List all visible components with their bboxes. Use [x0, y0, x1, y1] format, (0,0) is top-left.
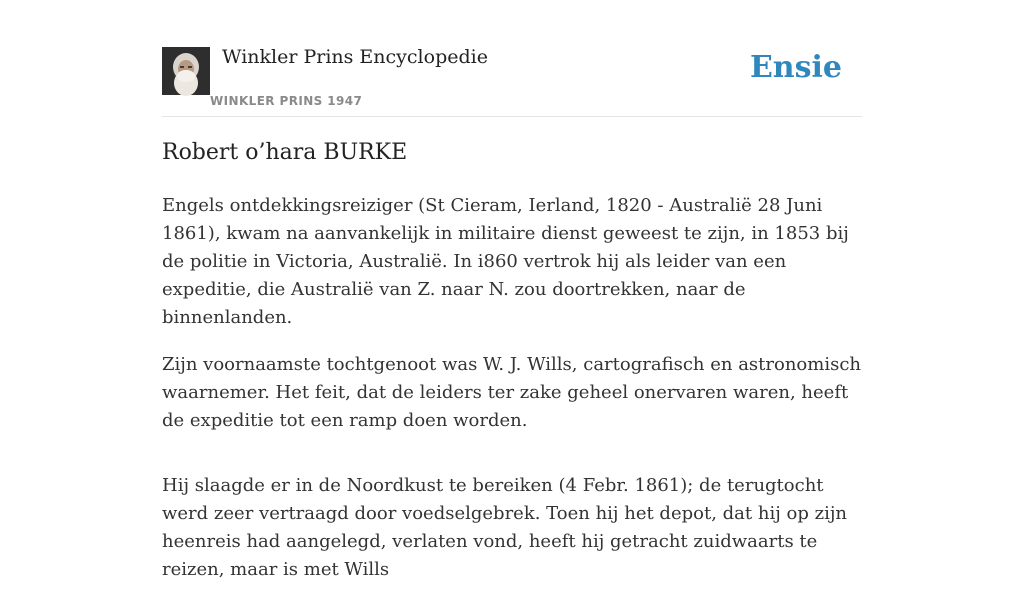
author-avatar[interactable]: [162, 47, 210, 95]
brand-logo[interactable]: Ensie: [749, 50, 842, 85]
portrait-icon: [162, 47, 210, 95]
article-title: Robert o’hara BURKE: [162, 140, 408, 165]
paragraph: Hij slaagde er in de Noordkust te bereiken (4 Febr. 1861); de terugtocht werd zeer vertraagd door voedselgebrek. Toen hij het depot, dat hij op zijn heenreis had aangelegd, verlaten vond, heeft hij getracht zuidwaarts te reizen, maar is met Wills: [162, 475, 848, 580]
header: [162, 40, 862, 117]
paragraph: Engels ontdekkingsreiziger (St Cieram, Ierland, 1820 - Australië 28 Juni 1861), kwam na aanvankelijk in militaire dienst geweest te zijn, in 1853 bij de politie in Victoria, Australië. In i860 vertrok hij als leider van een expeditie, die Australië van Z. naar N. zou doortrekken, naar de binnenlanden.: [162, 195, 849, 328]
paragraph: Zijn voornaamste tochtgenoot was W. J. Wills, cartografisch en astronomisch waarnemer. Het feit, dat de leiders ter zake geheel onervaren waren, heeft de expeditie tot een ramp doen worden.: [162, 354, 862, 431]
edition-label[interactable]: WINKLER PRINS 1947: [210, 94, 363, 108]
article-body: [162, 192, 868, 603]
site-name[interactable]: Winkler Prins Encyclopedie: [222, 46, 488, 68]
